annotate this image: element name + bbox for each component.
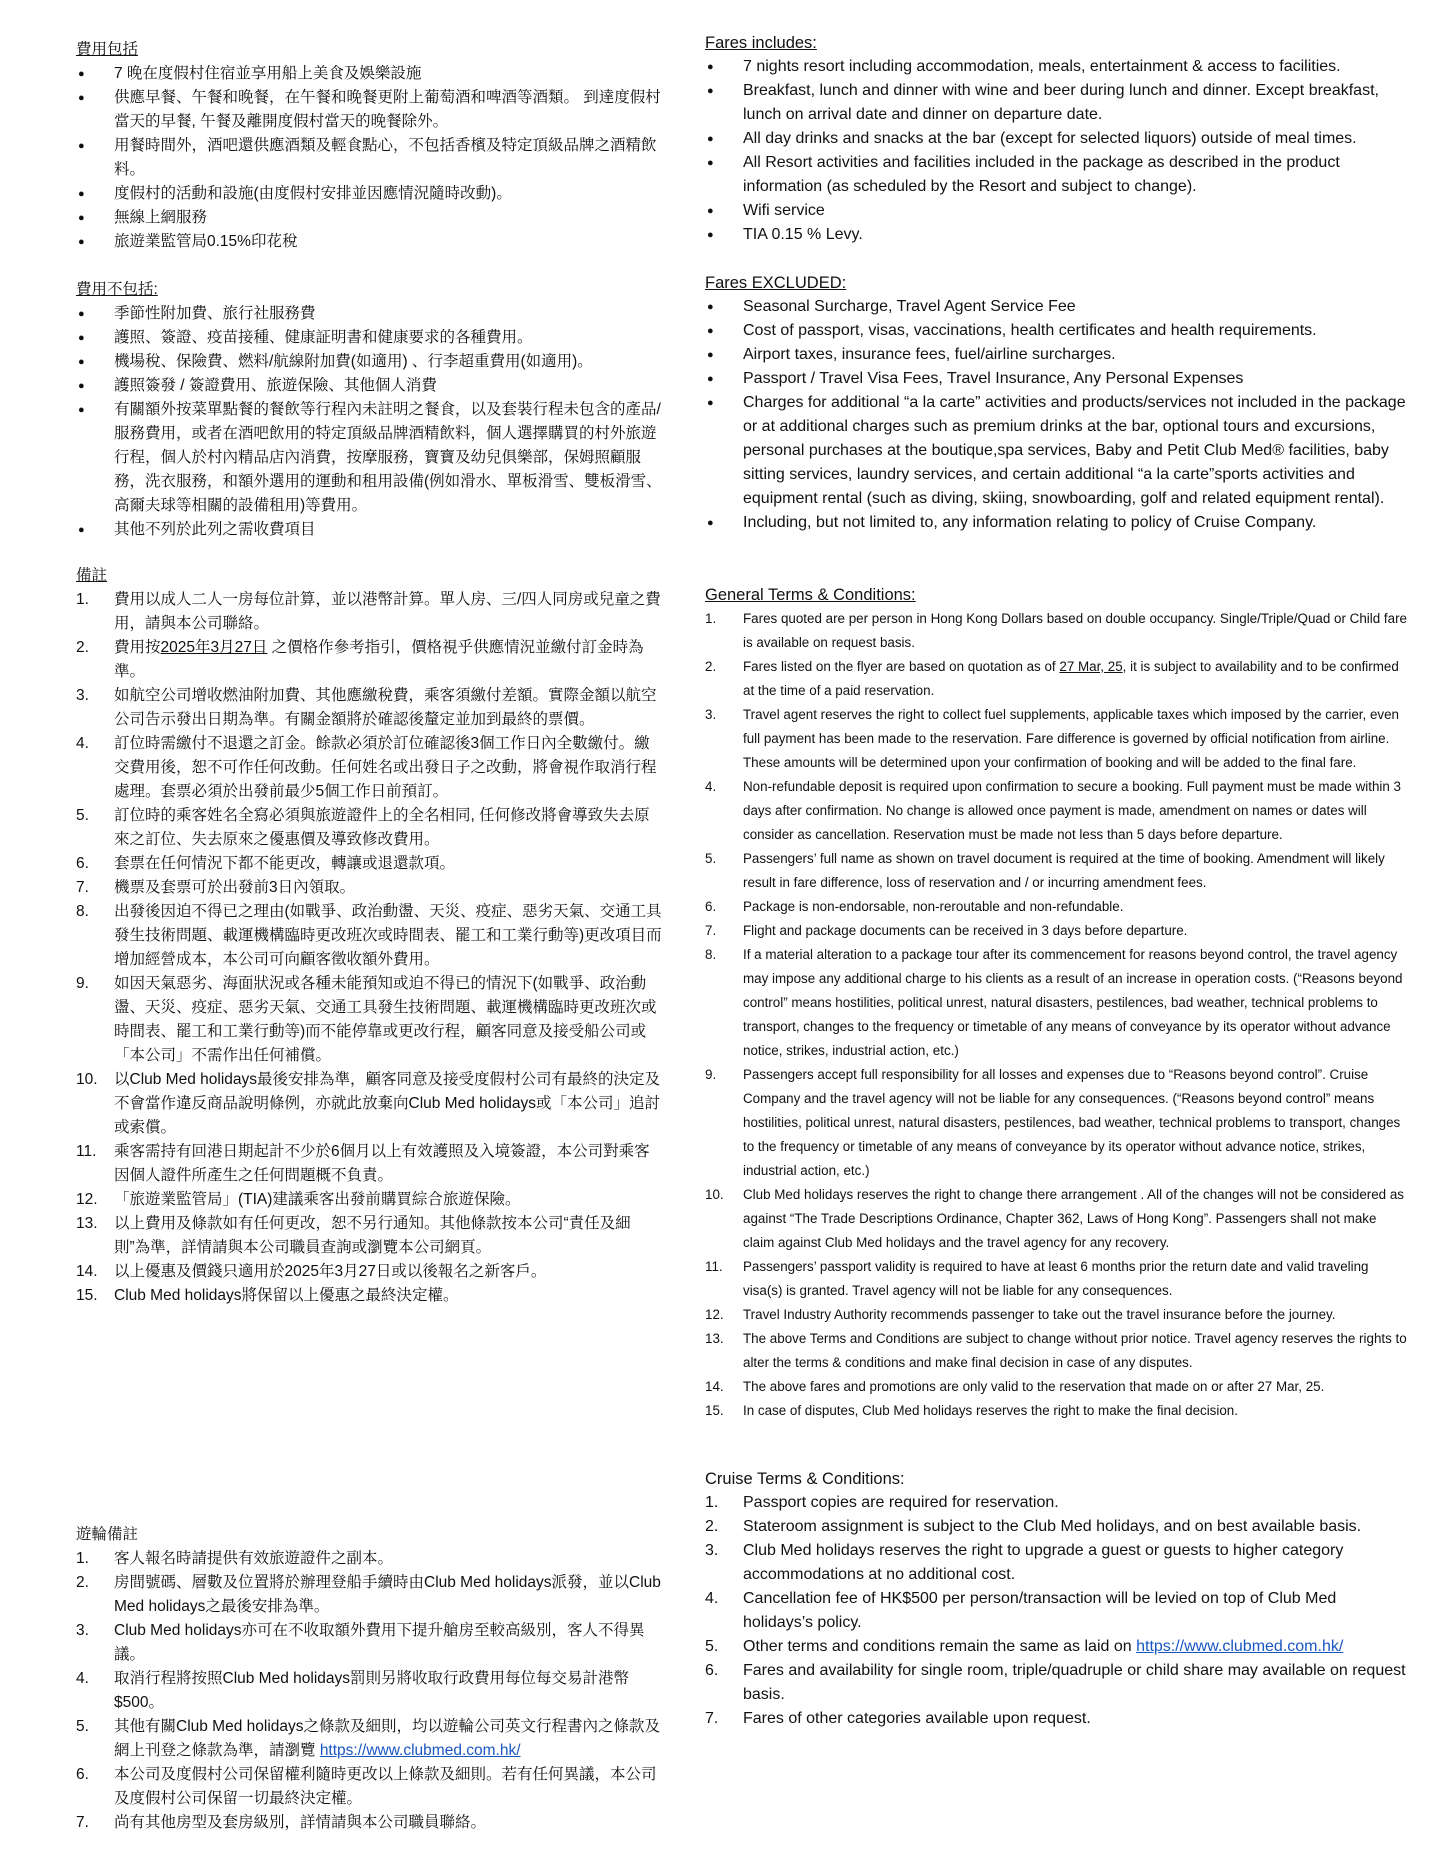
zh-fares-include-section bbox=[76, 38, 664, 254]
list-item: ● All Resort activities and facilities included in the package as described in the product information (as scheduled by the Resort and subject to change). bbox=[705, 151, 1410, 199]
list-item: 4. 訂位時需繳付不退還之訂金。餘款必須於訂位確認後3個工作日內全數繳付。繳交費用後，恕不可作任何改動。任何姓名或出發日子之改動，將會視作取消行程處理。套票必須於出發前最少5個工作日前預訂。 bbox=[76, 735, 657, 800]
list-item: ● 度假村的活動和設施(由度假村安排並因應情況隨時改動)。 bbox=[76, 182, 664, 206]
list-item: 2. Fares listed on the flyer are based on quotation as of 27 Mar, 25, it is subject to availability and to be confirmed at the time of a paid reservation. bbox=[705, 659, 1399, 698]
list-item: ● 供應早餐、午餐和晚餐，在午餐和晚餐更附上葡萄酒和啤酒等酒類。 到達度假村當天的早餐, 午餐及離開度假村當天的晚餐除外。 bbox=[76, 86, 664, 134]
list-item: 3. Travel agent reserves the right to collect fuel supplements, applicable taxes which imposed by the carrier, even full payment has been made to the reservation. Fare difference is governed by official notification from airline. These amounts will be determined upon your confirmation of booking and will be added to the final fare. bbox=[705, 707, 1399, 770]
list-item: 8. 出發後因迫不得已之理由(如戰爭、政治動盪、天災、疫症、惡劣天氣、交通工具發生技術問題、載運機構臨時更改班次或時間表、罷工和工業行動等)更改項目而增加經營成本，本公司可向顧客徵收額外費用。 bbox=[76, 903, 662, 968]
en-cruise-terms-section bbox=[705, 1467, 1410, 1731]
list-item: ● Airport taxes, insurance fees, fuel/airline surcharges. bbox=[705, 343, 1410, 367]
list-item: ● 7 晚在度假村住宿並享用船上美食及娛樂設施 bbox=[76, 62, 664, 86]
list-item: 15. In case of disputes, Club Med holidays reserves the right to make the final decision. bbox=[705, 1403, 1238, 1418]
list-item: 1. Passport copies are required for reservation. bbox=[705, 1494, 1059, 1511]
list-item: 5. Other terms and conditions remain the same as laid on https://www.clubmed.com.hk/ bbox=[705, 1638, 1344, 1655]
clubmed-link[interactable]: https://www.clubmed.com.hk/ bbox=[1136, 1638, 1344, 1655]
en-general-terms-section bbox=[705, 583, 1410, 1423]
list-item: 11. Passengers’ passport validity is required to have at least 6 months prior the return date and valid traveling visa(s) is granted. Travel agency will not be liable for any consequences. bbox=[705, 1259, 1369, 1298]
list-item: ● Charges for additional “a la carte” activities and products/services not included in the package or at additional charges such as premium drinks at the bar, optional tours and excursions, personal purchases at the boutique,spa services, Baby and Petit Club Med® facilities, baby sitting services, laundry services, and certain additional “a la carte”sports activities and equipment rental (such as diving, skiing, snowboarding, golf and related equipment rental). bbox=[705, 391, 1410, 511]
list-item: ● 季節性附加費、旅行社服務費 bbox=[76, 302, 664, 326]
zh-fares-exclude-heading: 費用不包括: bbox=[76, 281, 158, 298]
list-item: 2. 費用按2025年3月27日 之價格作參考指引，價格視乎供應情況並繳付訂金時為準。 bbox=[76, 639, 644, 680]
list-item: 13. 以上費用及條款如有任何更改，恕不另行通知。其他條款按本公司“責任及細則”為準，詳情請與本公司職員查詢或瀏覽本公司網頁。 bbox=[76, 1215, 631, 1256]
list-item: 2. 房間號碼、層數及位置將於辦理登船手續時由Club Med holidays派發，並以Club Med holidays之最後安排為準。 bbox=[76, 1574, 661, 1615]
list-item: 2. Stateroom assignment is subject to the Club Med holidays, and on best available basis. bbox=[705, 1518, 1362, 1535]
zh-cruise-notes-section bbox=[76, 1523, 664, 1835]
en-fares-exclude-list bbox=[705, 295, 1410, 535]
en-general-terms-list bbox=[705, 607, 1410, 1423]
zh-remarks-list bbox=[76, 588, 664, 1308]
list-item: 12. Travel Industry Authority recommends passenger to take out the travel insurance before the journey. bbox=[705, 1307, 1336, 1322]
list-item: 4. Cancellation fee of HK$500 per person/transaction will be levied on top of Club Med holidays’s policy. bbox=[705, 1590, 1337, 1631]
zh-fares-exclude-list bbox=[76, 302, 664, 542]
list-item: 4. 取消行程將按照Club Med holidays罰則另將收取行政費用每位每交易計港幣$500。 bbox=[76, 1670, 630, 1711]
list-item: ● 護照、簽證、疫苗接種、健康証明書和健康要求的各種費用。 bbox=[76, 326, 664, 350]
list-item: 12. 「旅遊業監管局」(TIA)建議乘客出發前購買綜合旅遊保險。 bbox=[76, 1191, 521, 1208]
list-item: 4. Non-refundable deposit is required upon confirmation to secure a booking. Full payment must be made within 3 days after confirmation. No change is allowed once payment is made, amendment on names or dates will consider as cancellation. Reservation must be made not less than 5 days before departure. bbox=[705, 779, 1401, 842]
list-item: ● 用餐時間外，酒吧還供應酒類及輕食點心，不包括香檳及特定頂級品牌之酒精飲料。 bbox=[76, 134, 664, 182]
zh-fares-include-list bbox=[76, 62, 664, 254]
en-fares-include-section bbox=[705, 31, 1410, 247]
list-item: ● Wifi service bbox=[705, 199, 1410, 223]
zh-fares-include-heading: 費用包括 bbox=[76, 41, 139, 58]
en-cruise-terms-heading: Cruise Terms & Conditions: bbox=[705, 1470, 905, 1488]
list-item: 3. Club Med holidays reserves the right to upgrade a guest or guests to higher category accommodations at no additional cost. bbox=[705, 1542, 1344, 1583]
list-item: ● TIA 0.15 % Levy. bbox=[705, 223, 1410, 247]
list-item: 5. 訂位時的乘客姓名全寫必須與旅遊證件上的全名相同, 任何修改將會導致失去原來之訂位、失去原來之優惠價及導致修改費用。 bbox=[76, 807, 650, 848]
list-item: 5. 其他有關Club Med holidays之條款及細則，均以遊輪公司英文行程書內之條款及網上刊登之條款為準，請瀏覽 https://www.clubmed.com.hk/ bbox=[76, 1718, 661, 1759]
list-item: ● Including, but not limited to, any information relating to policy of Cruise Company. bbox=[705, 511, 1410, 535]
list-item: 14. The above fares and promotions are only valid to the reservation that made on or after 27 Mar, 25. bbox=[705, 1379, 1325, 1394]
list-item: 8. If a material alteration to a package tour after its commencement for reasons beyond control, the travel agency may impose any additional charge to his clients as a result of an increase in operation costs. (“Reasons beyond control” means hostilities, political unrest, natural disasters, pestilences, bad weather, technical problems to transport, changes to the frequency or timetable of any means of conveyance by its operator without advance notice, strikes, industrial action, etc.) bbox=[705, 947, 1403, 1058]
en-fares-include-list bbox=[705, 55, 1410, 247]
en-general-terms-heading: General Terms & Conditions: bbox=[705, 586, 916, 604]
list-item: 7. Flight and package documents can be received in 3 days before departure. bbox=[705, 923, 1188, 938]
list-item: 10. 以Club Med holidays最後安排為準，顧客同意及接受度假村公司有最終的決定及不會當作違反商品說明條例，亦就此放棄向Club Med holidays或「本公司」追討或索償。 bbox=[76, 1071, 661, 1136]
list-item: ● 無線上網服務 bbox=[76, 206, 664, 230]
list-item: ● 7 nights resort including accommodation, meals, entertainment & access to facilities. bbox=[705, 55, 1410, 79]
list-item: ● Cost of passport, visas, vaccinations, health certificates and health requirements. bbox=[705, 319, 1410, 343]
list-item: 1. 費用以成人二人一房每位計算，並以港幣計算。單人房、三/四人同房或兒童之費用，請與本公司聯絡。 bbox=[76, 591, 661, 632]
list-item: 7. 尚有其他房型及套房級別，詳情請與本公司職員聯絡。 bbox=[76, 1814, 487, 1831]
clubmed-link[interactable]: https://www.clubmed.com.hk/ bbox=[319, 1742, 521, 1759]
en-fares-include-heading: Fares includes: bbox=[705, 34, 817, 52]
list-item: 15. Club Med holidays將保留以上優惠之最終決定權。 bbox=[76, 1287, 459, 1304]
list-item: 7. 機票及套票可於出發前3日內領取。 bbox=[76, 879, 356, 896]
zh-fares-exclude-section bbox=[76, 278, 664, 542]
list-item: ● Breakfast, lunch and dinner with wine and beer during lunch and dinner. Except breakfast, lunch on arrival date and dinner on departure date. bbox=[705, 79, 1410, 127]
list-item: 1. Fares quoted are per person in Hong Kong Dollars based on double occupancy. Single/Triple/Quad or Child fare is available on request basis. bbox=[705, 611, 1407, 650]
list-item: 6. Fares and availability for single room, triple/quadruple or child share may available on request basis. bbox=[705, 1662, 1406, 1703]
list-item: ● 護照簽發 / 簽證費用、旅遊保險、其他個人消費 bbox=[76, 374, 664, 398]
list-item: ● 旅遊業監管局0.15%印花稅 bbox=[76, 230, 664, 254]
list-item: ● 其他不列於此列之需收費項目 bbox=[76, 518, 664, 542]
list-item: ● Seasonal Surcharge, Travel Agent Service Fee bbox=[705, 295, 1410, 319]
list-item: ● All day drinks and snacks at the bar (except for selected liquors) outside of meal times. bbox=[705, 127, 1410, 151]
list-item: 3. Club Med holidays亦可在不收取額外費用下提升艙房至較高級別，客人不得異議。 bbox=[76, 1622, 645, 1663]
en-fares-exclude-section bbox=[705, 271, 1410, 535]
list-item: ● 有關額外按菜單點餐的餐飲等行程內未註明之餐食，以及套裝行程未包含的產品/服務費用，或者在酒吧飲用的特定頂級品牌酒精飲料，個人選擇購買的村外旅遊行程，個人於村內精品店內消費，按摩服務，寶寶及幼兒俱樂部，保姆照顧服務，洗衣服務，和額外選用的運動和租用設備(例如滑水、單板滑雪、雙板滑雪、高爾夫球等相關的設備租用)等費用。 bbox=[76, 398, 664, 518]
list-item: 5. Passengers’ full name as shown on travel document is required at the time of booking. Amendment will likely result in fare difference, loss of reservation and / or incurring amendment fees. bbox=[705, 851, 1385, 890]
zh-cruise-notes-list bbox=[76, 1547, 664, 1835]
list-item: 6. 本公司及度假村公司保留權利隨時更改以上條款及細則。若有任何異議，本公司及度假村公司保留一切最終決定權。 bbox=[76, 1766, 657, 1807]
list-item: 6. Package is non-endorsable, non-reroutable and non-refundable. bbox=[705, 899, 1124, 914]
list-item: 7. Fares of other categories available upon request. bbox=[705, 1710, 1091, 1727]
list-item: 1. 客人報名時請提供有效旅遊證件之副本。 bbox=[76, 1550, 394, 1567]
list-item: 14. 以上優惠及價錢只適用於2025年3月27日或以後報名之新客戶。 bbox=[76, 1263, 547, 1280]
zh-remarks-section bbox=[76, 564, 664, 1308]
quotation-date: 27 Mar, 25 bbox=[1059, 659, 1123, 674]
list-item: 3. 如航空公司增收燃油附加費、其他應繳稅費，乘客須繳付差額。實際金額以航空公司告示發出日期為準。有關金額將於確認後釐定並加到最終的票價。 bbox=[76, 687, 657, 728]
list-item: 6. 套票在任何情況下都不能更改，轉讓或退還款項。 bbox=[76, 855, 456, 872]
list-item: ● Passport / Travel Visa Fees, Travel Insurance, Any Personal Expenses bbox=[705, 367, 1410, 391]
list-item: 13. The above Terms and Conditions are subject to change without prior notice. Travel agency reserves the rights to alter the terms & conditions and make final decision in case of any disputes. bbox=[705, 1331, 1407, 1370]
list-item: 10. Club Med holidays reserves the right to change there arrangement . All of the changes will not be considered as against “The Trade Descriptions Ordinance, Chapter 362, Laws of Hong Kong”. Passengers shall not make claim against Club Med holidays and the travel agency for any recovery. bbox=[705, 1187, 1404, 1250]
list-item: 11. 乘客需持有回港日期起計不少於6個月以上有效護照及入境簽證，本公司對乘客因個人證件所產生之任何問題概不負責。 bbox=[76, 1143, 650, 1184]
zh-remarks-heading: 備註 bbox=[76, 567, 108, 584]
list-item: 9. Passengers accept full responsibility for all losses and expenses due to “Reasons beyond control”. Cruise Company and the travel agency will not be liable for any consequences. (“Reasons beyond control” means hostilities, political unrest, natural disasters, pestilences, bad weather, technical problems to transport, changes to the frequency or timetable of any means of conveyance by its operator without advance notice, strikes, industrial action, etc.) bbox=[705, 1067, 1401, 1178]
en-fares-exclude-heading: Fares EXCLUDED: bbox=[705, 274, 847, 292]
list-item: ● 機場稅、保險費、燃料/航線附加費(如適用) 、行李超重費用(如適用)。 bbox=[76, 350, 664, 374]
en-cruise-terms-list bbox=[705, 1491, 1410, 1731]
price-date: 2025年3月27日 bbox=[160, 639, 268, 656]
zh-cruise-notes-heading: 遊輪備註 bbox=[76, 1526, 139, 1543]
list-item: 9. 如因天氣惡劣、海面狀況或各種未能預知或迫不得已的情況下(如戰爭、政治動盪、天災、疫症、惡劣天氣、交通工具發生技術問題、載運機構臨時更改班次或時間表、罷工和工業行動等)而不能停靠或更改行程，顧客同意及接受船公司或「本公司」不需作出任何補償。 bbox=[76, 975, 657, 1064]
